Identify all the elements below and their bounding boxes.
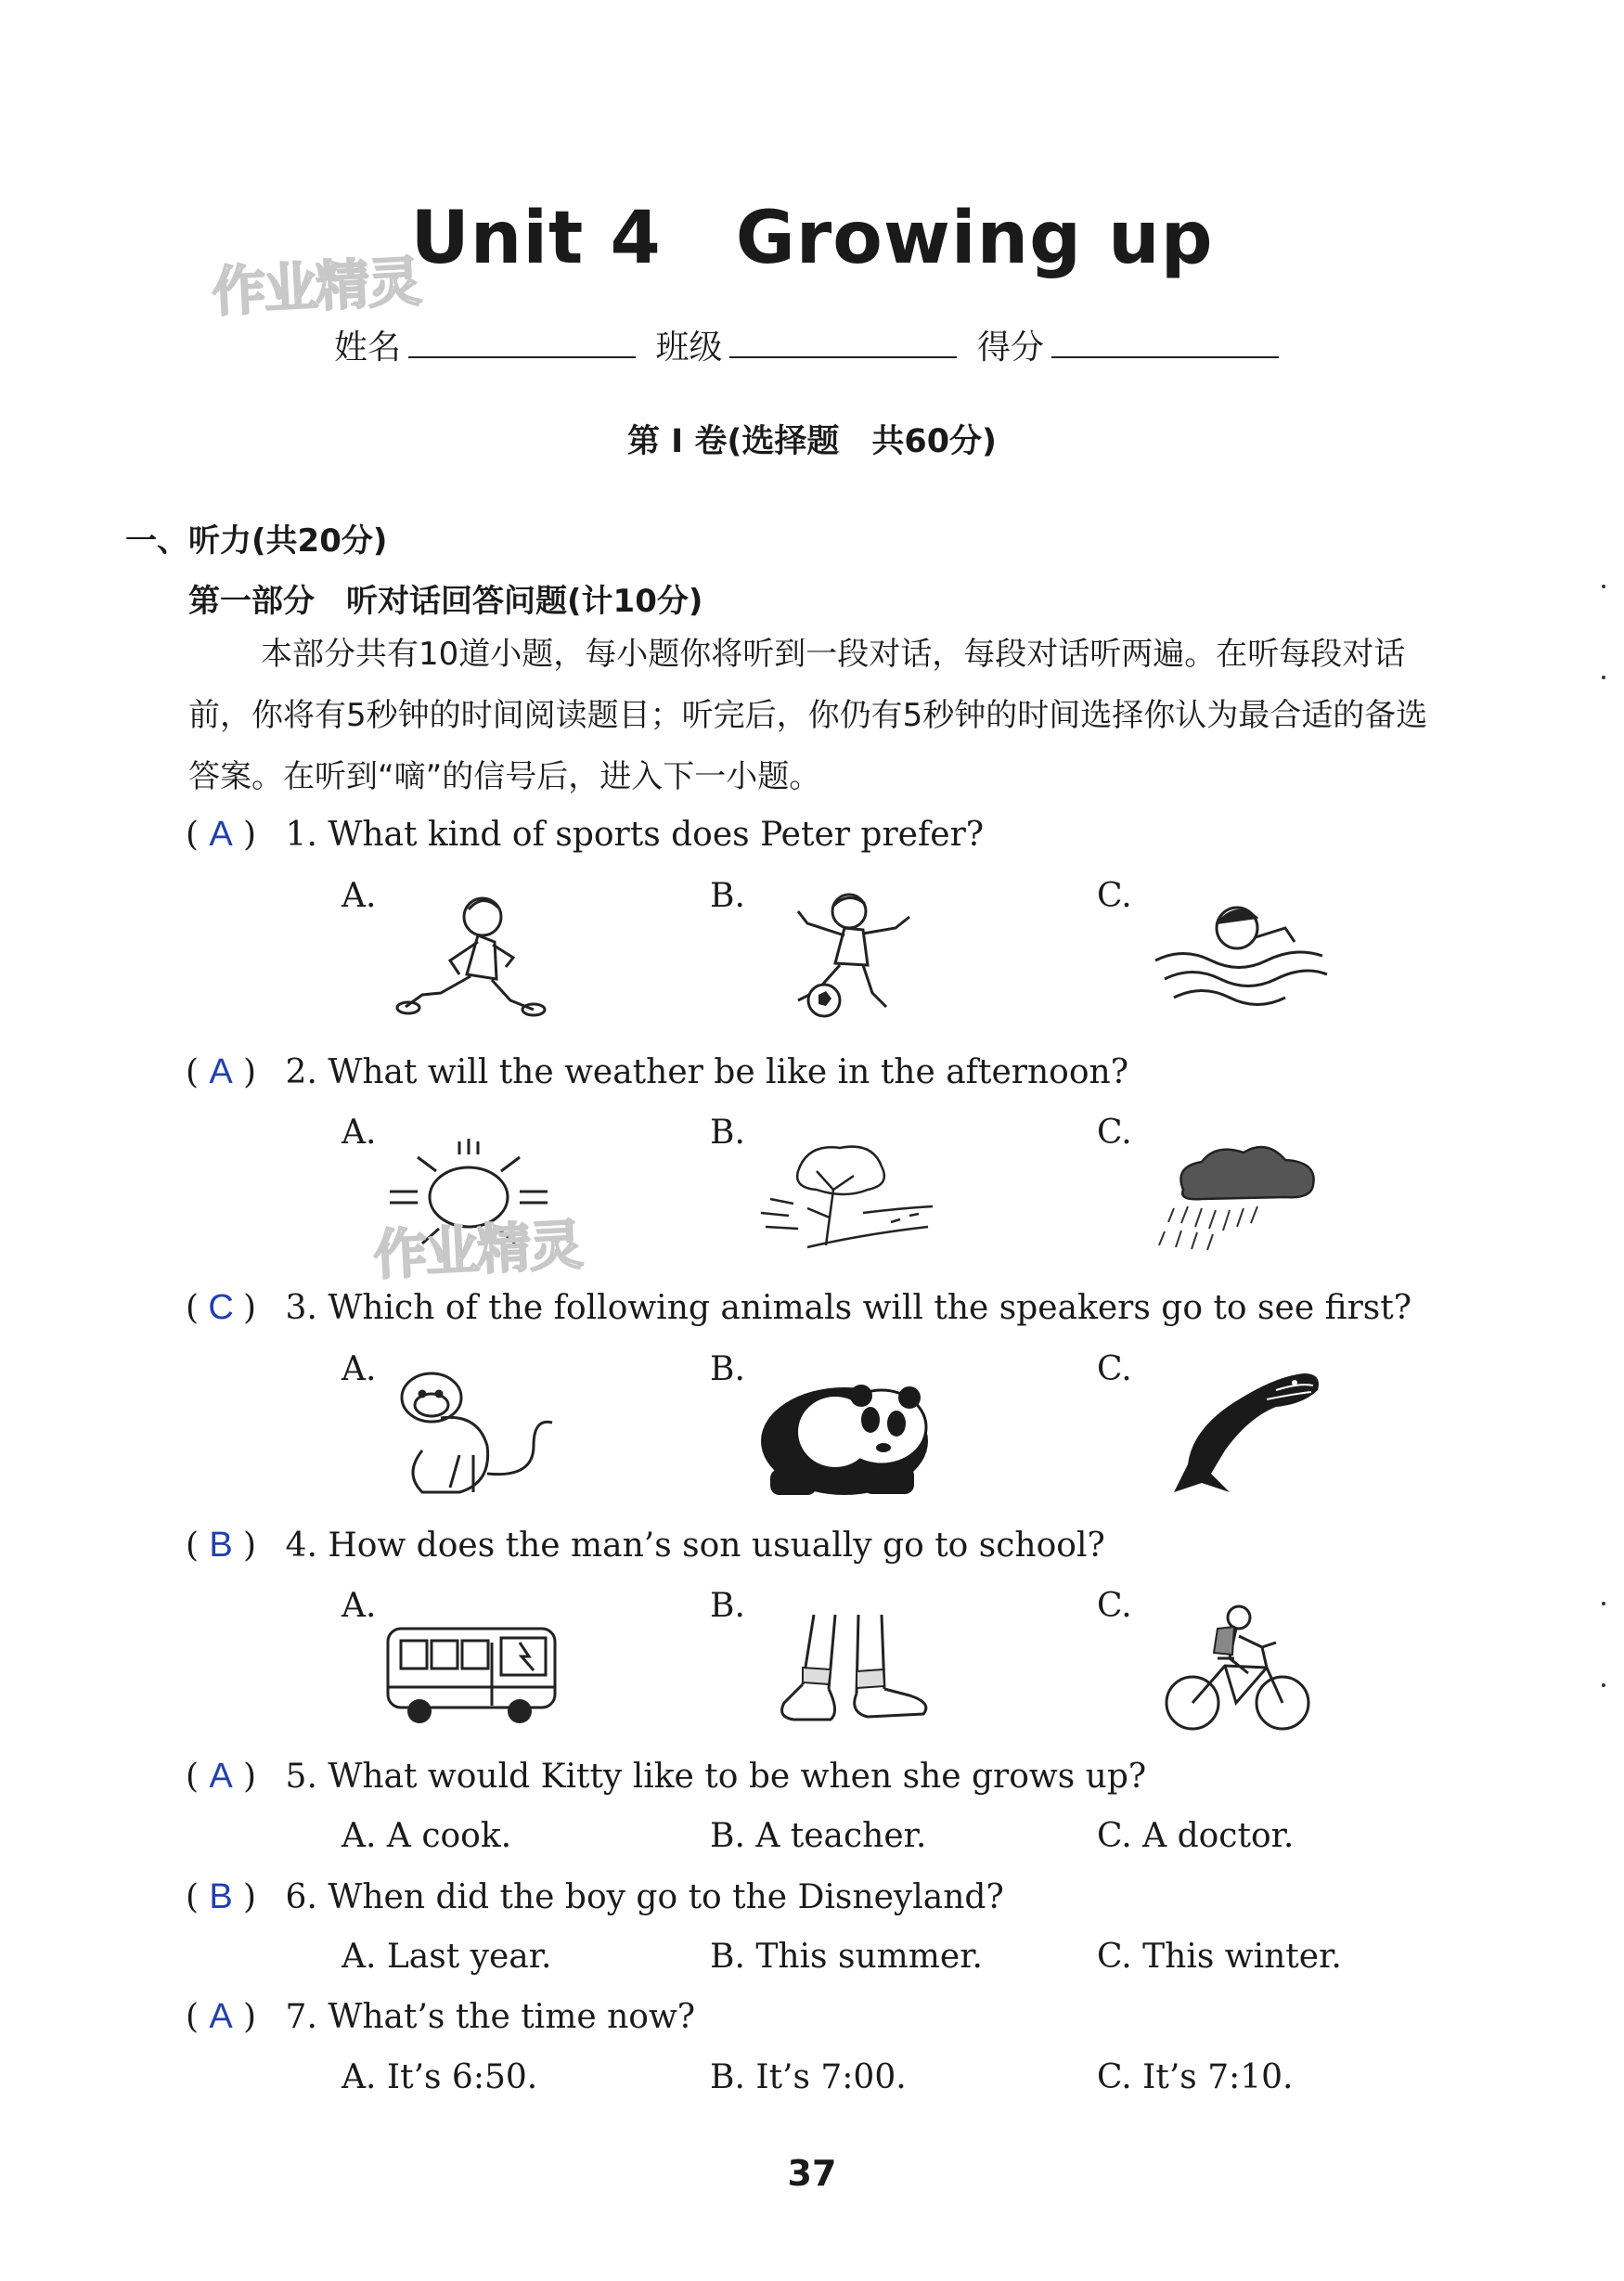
running-boy-icon [385,891,552,1021]
question-4-text: 4. How does the man’s son usually go to school? [285,1527,1105,1565]
answer-2: A [209,1052,233,1091]
q3-option-a[interactable]: A. [342,1350,377,1388]
answer-7: A [209,1997,233,2036]
name-blank[interactable] [408,330,636,358]
question-6-text: 6. When did the boy go to the Disneyland? [285,1878,1004,1916]
q5-option-b[interactable]: B. A teacher. [710,1817,927,1855]
q6-option-a[interactable]: A. Last year. [342,1938,552,1976]
q6-option-b[interactable]: B. This summer. [710,1938,983,1976]
instructions: 本部分共有10道小题，每小题你将听到一段对话，每段对话听两遍。在听每段对话前，你将有5秒钟的时间阅读题目；听完后，你仍有5秒钟的时间选择你认为最合适的备选答案。在听到“嘀”的信号后，进入下一小题。 [188,636,1428,795]
page-number: 37 [787,2153,837,2194]
whale-icon [1146,1362,1332,1501]
question-5: ( A ) 5. What would Kitty like to be when she grows up? [186,1757,1147,1796]
margin-dot [1602,1602,1605,1605]
volume-heading: 第 I 卷(选择题 共60分) [626,423,998,460]
q1-option-b[interactable]: B. [710,877,745,915]
question-5-text: 5. What would Kitty like to be when she grows up? [285,1758,1147,1796]
margin-dot [1602,1683,1605,1687]
question-1: ( A ) 1. What kind of sports does Peter prefer? [186,815,985,854]
watermark-middle: 作业精灵 [371,1213,583,1287]
monkey-icon [385,1362,561,1501]
question-3: ( C ) 3. Which of the following animals will the speakers go to see first? [186,1288,1412,1327]
margin-dot [1602,585,1605,588]
score-blank[interactable] [1051,330,1279,358]
football-boy-icon [770,891,928,1021]
windy-tree-icon [752,1134,937,1255]
q1-option-c[interactable]: C. [1097,877,1132,915]
q7-option-a[interactable]: A. It’s 6:50. [342,2058,538,2096]
q6-option-c[interactable]: C. This winter. [1097,1938,1342,1976]
question-6: ( B ) 6. When did the boy go to the Disneyland? [186,1877,1004,1916]
q5-option-a[interactable]: A. A cook. [342,1817,512,1855]
part-heading: 第一部分 听对话回答问题(计10分) [188,583,703,620]
question-1-text: 1. What kind of sports does Peter prefer? [285,816,985,854]
q3-option-c[interactable]: C. [1097,1350,1132,1388]
unit-name: Growing up [735,197,1214,280]
class-label: 班级 [655,329,723,367]
question-2: ( A ) 2. What will the weather be like in the afternoon? [186,1052,1129,1091]
q4-option-c[interactable]: C. [1097,1587,1132,1625]
q2-option-c[interactable]: C. [1097,1114,1132,1152]
score-label: 得分 [976,329,1044,367]
unit-number: Unit 4 [410,197,662,280]
margin-dot [1602,676,1605,679]
q4-option-a[interactable]: A. [342,1587,377,1625]
answer-4: B [209,1526,233,1565]
q5-option-c[interactable]: C. A doctor. [1097,1817,1295,1855]
question-2-text: 2. What will the weather be like in the afternoon? [285,1053,1129,1091]
bicycle-icon [1160,1601,1318,1735]
q1-option-a[interactable]: A. [342,877,377,915]
question-7: ( A ) 7. What’s the time now? [186,1997,696,2036]
q3-option-b[interactable]: B. [710,1350,745,1388]
question-3-text: 3. Which of the following animals will the speakers go to see first? [285,1289,1412,1327]
question-7-text: 7. What’s the time now? [285,1998,696,2036]
answer-5: A [209,1757,233,1796]
q7-option-b[interactable]: B. It’s 7:00. [710,2058,907,2096]
panda-icon [752,1362,937,1501]
q4-option-b[interactable]: B. [710,1587,745,1625]
swimming-boy-icon [1146,891,1332,1021]
answer-3: C [208,1288,234,1327]
rain-cloud-icon [1146,1134,1332,1255]
walking-feet-icon [756,1610,942,1735]
q7-option-c[interactable]: C. It’s 7:10. [1097,2058,1294,2096]
watermark-top: 作业精灵 [210,250,421,324]
student-info-row [334,321,1288,368]
section-heading: 一、听力(共20分) [125,522,388,560]
answer-6: B [209,1877,233,1916]
q2-option-a[interactable]: A. [342,1114,377,1152]
q2-option-b[interactable]: B. [710,1114,745,1152]
class-blank[interactable] [729,330,957,358]
name-label: 姓名 [334,329,402,367]
question-4: ( B ) 4. How does the man’s son usually go to school? [186,1526,1105,1565]
unit-title [0,197,1624,280]
answer-1: A [209,815,233,854]
bus-icon [380,1615,566,1731]
